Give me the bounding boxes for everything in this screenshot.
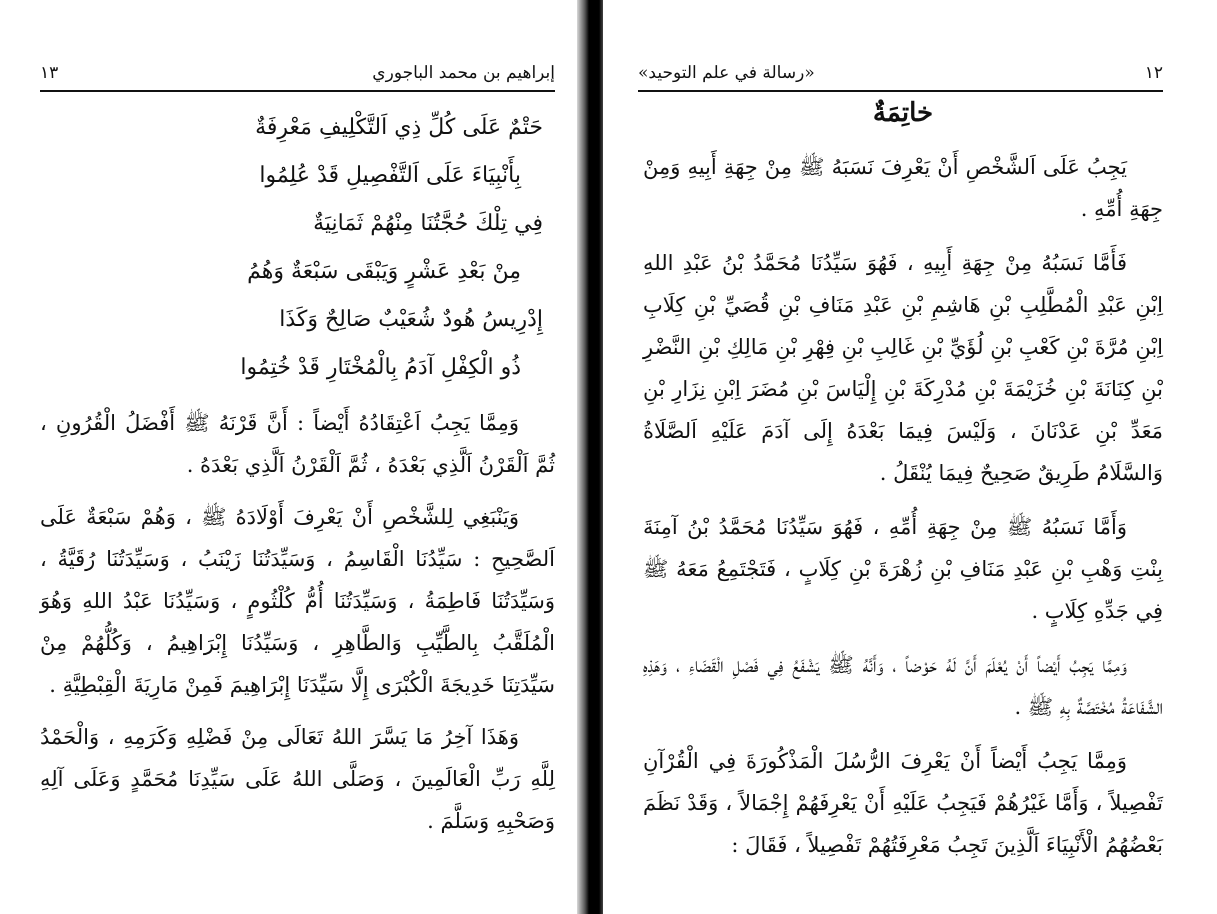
left-page-body [40, 104, 555, 852]
verse-line: حَتْمٌ عَلَى كُلِّ ذِي اَلتَّكْلِيفِ مَعْرِفَةٌ [255, 115, 543, 140]
right-page-body [643, 90, 1163, 878]
verse-line: فِي تِلْكَ حُجَّتُنَا مِنْهُمْ ثَمَانِيَةٌ [313, 211, 543, 236]
section-heading: خاتِمَةٌ [872, 98, 934, 128]
paragraph: وَهَذَا آخِرُ مَا يَسَّرَ اللهُ تَعَالَى مِنْ فَضْلِهِ وَكَرَمِهِ ، وَالْحَمْدُ لِلَّهِ رَبِّ الْعَالَمِينَ ، وَصَلَّى اللهُ عَلَى سَيِّدِنَا مُحَمَّدٍ وَعَلَى آلِهِ وَصَحْبِهِ وَسَلَّمَ . [40, 725, 555, 833]
page-number: ١٣ [40, 63, 59, 83]
right-page-header [638, 56, 1163, 92]
paragraph: وَمِمَّا يَجِبُ أَيْضاً أَنْ يَعْرِفَ الرُّسُلَ الْمَذْكُورَةَ فِي الْقُرْآنِ تَفْصِيلاً ، وَأَمَّا غَيْرُهُمْ فَيَجِبُ عَلَيْهِ أَنْ يَعْرِفَهُمْ إِجْمَالاً ، وَقَدْ نَظَمَ بَعْضُهُمُ الْأَنْبِيَاءَ اَلَّذِينَ تَجِبُ مَعْرِفَتُهُمْ تَفْصِيلاً ، فَقَالَ : [643, 749, 1163, 857]
verse-line: بِأَنْبِيَاءَ عَلَى اَلتَّفْصِيلِ قَدْ عُلِمُوا [259, 163, 521, 188]
paragraph: وَيَنْبَغِي لِلشَّخْصِ أَنْ يَعْرِفَ أَوْلَادَهُ ﷺ ، وَهُمْ سَبْعَةٌ عَلَى اَلصَّحِيحِ : سَيِّدُنَا الْقَاسِمُ ، وَسَيِّدَتُنَا زَيْنَبُ ، وَسَيِّدَتُنَا رُقَيَّةُ ، وَسَيِّدَتُنَا فَاطِمَةُ ، وَسَيِّدَتُنَا أُمُّ كُلْثُومٍ ، وَسَيِّدُنَا عَبْدُ اللهِ وَهُوَ الْمُلَقَّبُ بِالطَّيِّبِ وَالطَّاهِرِ ، وَسَيِّدُنَا إِبْرَاهِيمُ ، وَكُلُّهُمْ مِنْ سَيِّدَتِنَا خَدِيجَةَ الْكُبْرَى إِلَّا سَيِّدَنَا إِبْرَاهِيمَ فَمِنْ مَارِيَةَ الْقِبْطِيَّةِ . [40, 505, 555, 697]
left-page-header [40, 56, 555, 92]
running-title: إبراهيم بن محمد الباجوري [372, 63, 555, 83]
page-number: ١٢ [1144, 63, 1163, 83]
paragraph: وَأَمَّا نَسَبُهُ ﷺ مِنْ جِهَةِ أُمِّهِ ، فَهُوَ سَيِّدُنَا مُحَمَّدُ بْنُ آمِنَةَ بِنْتِ وَهْبِ بْنِ عَبْدِ مَنَافِ بْنِ زُهْرَةَ بْنِ كِلَابٍ ، فَتَجْتَمِعُ مَعَهُ ﷺ فِي جَدِّهِ كِلَابٍ . [643, 515, 1163, 623]
book-spine [577, 0, 603, 914]
paragraph: وَمِمَّا يَجِبُ أَيْضاً أَنْ يُعْلَمَ أَنَّ لَهُ حَوْضاً ، وَأَنَّهُ ﷺ يَشْفَعُ فِي فَصْلِ الْقَضَاءِ ، وَهَذِهِ الشَّفَاعَةُ مُخْتَصَّةٌ بِهِ ﷺ . [643, 653, 1163, 719]
left-page [0, 0, 577, 914]
running-title: «رسالة في علم التوحيد» [638, 63, 815, 83]
paragraph: وَمِمَّا يَجِبُ اَعْتِقَادُهُ أَيْضاً : أَنَّ قَرْنَهُ ﷺ أَفْضَلُ الْقُرُونِ ، ثُمَّ اَلْقَرْنُ اَلَّذِي بَعْدَهُ ، ثُمَّ اَلْقَرْنُ اَلَّذِي بَعْدَهُ . [40, 411, 555, 477]
poem [40, 104, 555, 392]
verse-line: ذُو الْكِفْلِ آدَمُ بِالْمُخْتَارِ قَدْ خُتِمُوا [240, 355, 521, 380]
verse-line: إِدْرِيسُ هُودٌ شُعَيْبٌ صَالِحٌ وَكَذَا [279, 307, 543, 332]
paragraph: فَأَمَّا نَسَبُهُ مِنْ جِهَةِ أَبِيهِ ، فَهُوَ سَيِّدُنَا مُحَمَّدُ بْنُ عَبْدِ اللهِ اِبْنِ عَبْدِ الْمُطَّلِبِ بْنِ هَاشِمِ بْنِ عَبْدِ مَنَافِ بْنِ قُصَيِّ بْنِ كِلَابِ اِبْنِ مُرَّةَ بْنِ كَعْبِ بْنِ لُؤَيِّ بْنِ غَالِبِ بْنِ فِهْرِ بْنِ مَالِكِ بْنِ النَّضْرِ بْنِ كِنَانَةَ بْنِ خُزَيْمَةَ بْنِ مُدْرِكَةَ بْنِ إِلْيَاسَ بْنِ مُضَرَ اِبْنِ نِزَارِ بْنِ مَعَدِّ بْنِ عَدْنَانَ ، وَلَيْسَ فِيمَا بَعْدَهُ إِلَى آدَمَ عَلَيْهِ اَلصَّلَاةُ وَالسَّلَامُ طَرِيقٌ صَحِيحٌ فِيمَا يُنْقَلُ . [643, 251, 1163, 485]
right-page [603, 0, 1217, 914]
paragraph: يَجِبُ عَلَى اَلشَّخْصِ أَنْ يَعْرِفَ نَسَبَهُ ﷺ مِنْ جِهَةِ أَبِيهِ وَمِنْ جِهَةِ أُمِّهِ . [643, 155, 1163, 221]
verse-line: مِنْ بَعْدِ عَشْرٍ وَيَبْقَى سَبْعَةٌ وَهُمُ [247, 259, 521, 284]
